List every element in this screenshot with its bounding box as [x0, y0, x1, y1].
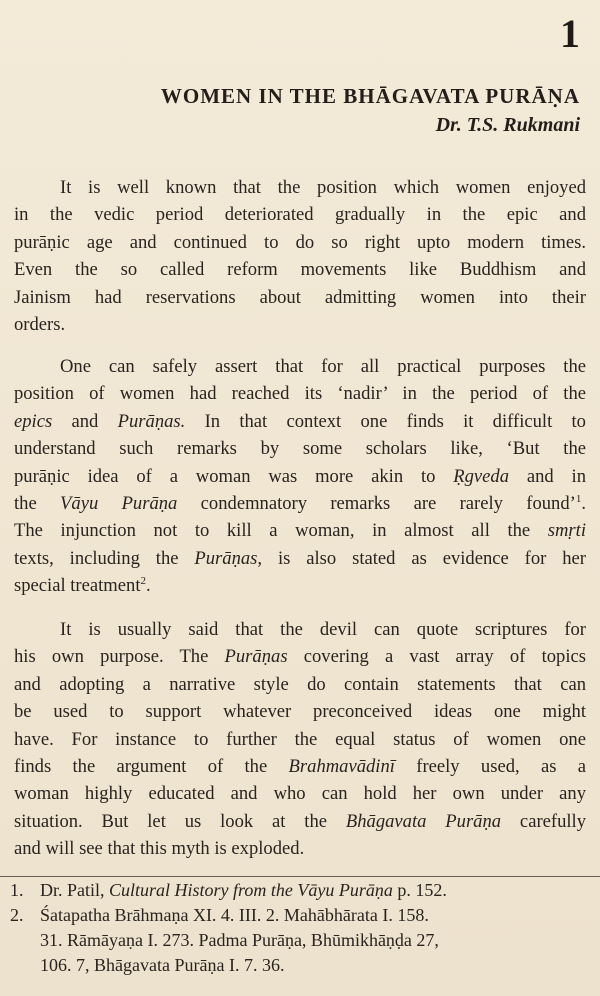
text-run: his own purpose. The — [14, 646, 225, 668]
footnote-1 — [10, 878, 590, 903]
text-run: condemnatory remarks are rarely found’ — [177, 493, 576, 515]
chapter-title: WOMEN IN THE BHĀGAVATA PURĀṆA — [160, 84, 580, 108]
text-line — [14, 753, 586, 780]
italic-term: Bhāgavata Purāṇa — [345, 810, 502, 832]
text-run: texts, including the — [14, 547, 195, 569]
footnote-number: 2. — [10, 905, 24, 925]
text-run: carefully — [501, 810, 586, 832]
text-line — [14, 490, 586, 517]
text-line: have. For instance to further the equal status of women one — [14, 728, 586, 750]
footnote-ref: 2 — [140, 575, 146, 588]
italic-term: Cultural History from the Vāyu Purāṇa — [109, 880, 393, 900]
text-run: is also stated as evidence for her — [262, 547, 586, 569]
footnote-continuation: 31. Rāmāyaṇa I. 273. Padma Purāṇa, Bhūmikhāṇḍa 27, — [40, 930, 439, 950]
text-run: freely used, as a — [394, 756, 586, 778]
text-run: and — [52, 410, 118, 432]
footnote-divider — [0, 876, 600, 877]
italic-term: Purāṇas — [224, 646, 288, 668]
text-line: Even the so called reform movements like Buddhism and — [14, 259, 586, 281]
text-line: orders. — [14, 314, 66, 336]
text-run: the — [14, 493, 61, 515]
chapter-number: 1 — [560, 11, 580, 56]
text-line: purāṇic age and continued to do so right upto modern times. — [14, 231, 586, 253]
footnote-text — [40, 878, 590, 903]
paragraph-1 — [14, 174, 586, 338]
text-line — [14, 572, 586, 599]
italic-term: Vāyu Purāṇa — [60, 493, 178, 515]
author-name: Dr. T.S. Rukmani — [435, 114, 580, 136]
footnotes — [10, 878, 590, 978]
text-line: woman highly educated and who can hold her own under any — [14, 783, 586, 805]
text-line: Jainism had reservations about admitting women into their — [14, 286, 586, 308]
paragraph-3 — [14, 616, 586, 863]
text-run: purāṇic idea of a woman was more akin to — [14, 465, 454, 487]
text-run: In that context one finds it difficult to — [185, 410, 586, 432]
text-line: be used to support whatever preconceived ideas one might — [14, 701, 586, 723]
text-run: The injunction not to kill a woman, in almost all the — [14, 520, 548, 542]
italic-term: Ṛgveda — [453, 465, 510, 487]
text-line — [14, 808, 586, 835]
italic-term: epics — [14, 410, 53, 432]
text-run: covering a vast array of topics — [287, 646, 586, 668]
text-line: and will see that this myth is exploded. — [14, 838, 305, 860]
text-line — [14, 643, 586, 670]
footnote-ref: 1 — [575, 492, 582, 505]
text-line: in the vedic period deteriorated gradually in the epic and — [14, 204, 586, 226]
footnote-2 — [10, 903, 590, 928]
text-line — [14, 463, 586, 490]
text-line — [14, 517, 586, 544]
italic-term: Purāṇas. — [117, 410, 186, 432]
text-run: special treatment — [14, 575, 141, 597]
text-run: Dr. Patil, — [40, 880, 110, 900]
footnote-number: 1. — [10, 880, 24, 900]
text-run: and in — [509, 465, 586, 487]
italic-term: smṛti — [547, 520, 586, 542]
text-line: It is usually said that the devil can quote scriptures for — [60, 619, 586, 640]
italic-term: Brahmavādinī — [288, 756, 395, 778]
paragraph-2 — [14, 353, 586, 600]
text-line: One can safely assert that for all practical purposes the — [60, 356, 586, 377]
text-run: p. 152. — [392, 880, 447, 900]
text-line: and adopting a narrative style do contain statements that can — [14, 673, 586, 695]
text-line: It is well known that the position which women enjoyed — [60, 177, 586, 198]
text-run: finds the argument of the — [14, 756, 289, 778]
text-run: . — [145, 575, 151, 597]
text-line: position of women had reached its ‘nadir’ in the period of the — [14, 383, 586, 405]
footnote-continuation: 106. 7, Bhāgavata Purāṇa I. 7. 36. — [40, 955, 285, 975]
text-run: situation. But let us look at the — [14, 810, 346, 832]
text-line — [14, 408, 586, 435]
italic-term: Purāṇas, — [194, 547, 263, 569]
text-run: . — [581, 493, 586, 515]
text-line — [14, 545, 586, 572]
text-line: understand such remarks by some scholars like, ‘But the — [14, 438, 586, 460]
footnote-text: Śatapatha Brāhmaṇa XI. 4. III. 2. Mahābhārata I. 158. — [40, 905, 429, 925]
